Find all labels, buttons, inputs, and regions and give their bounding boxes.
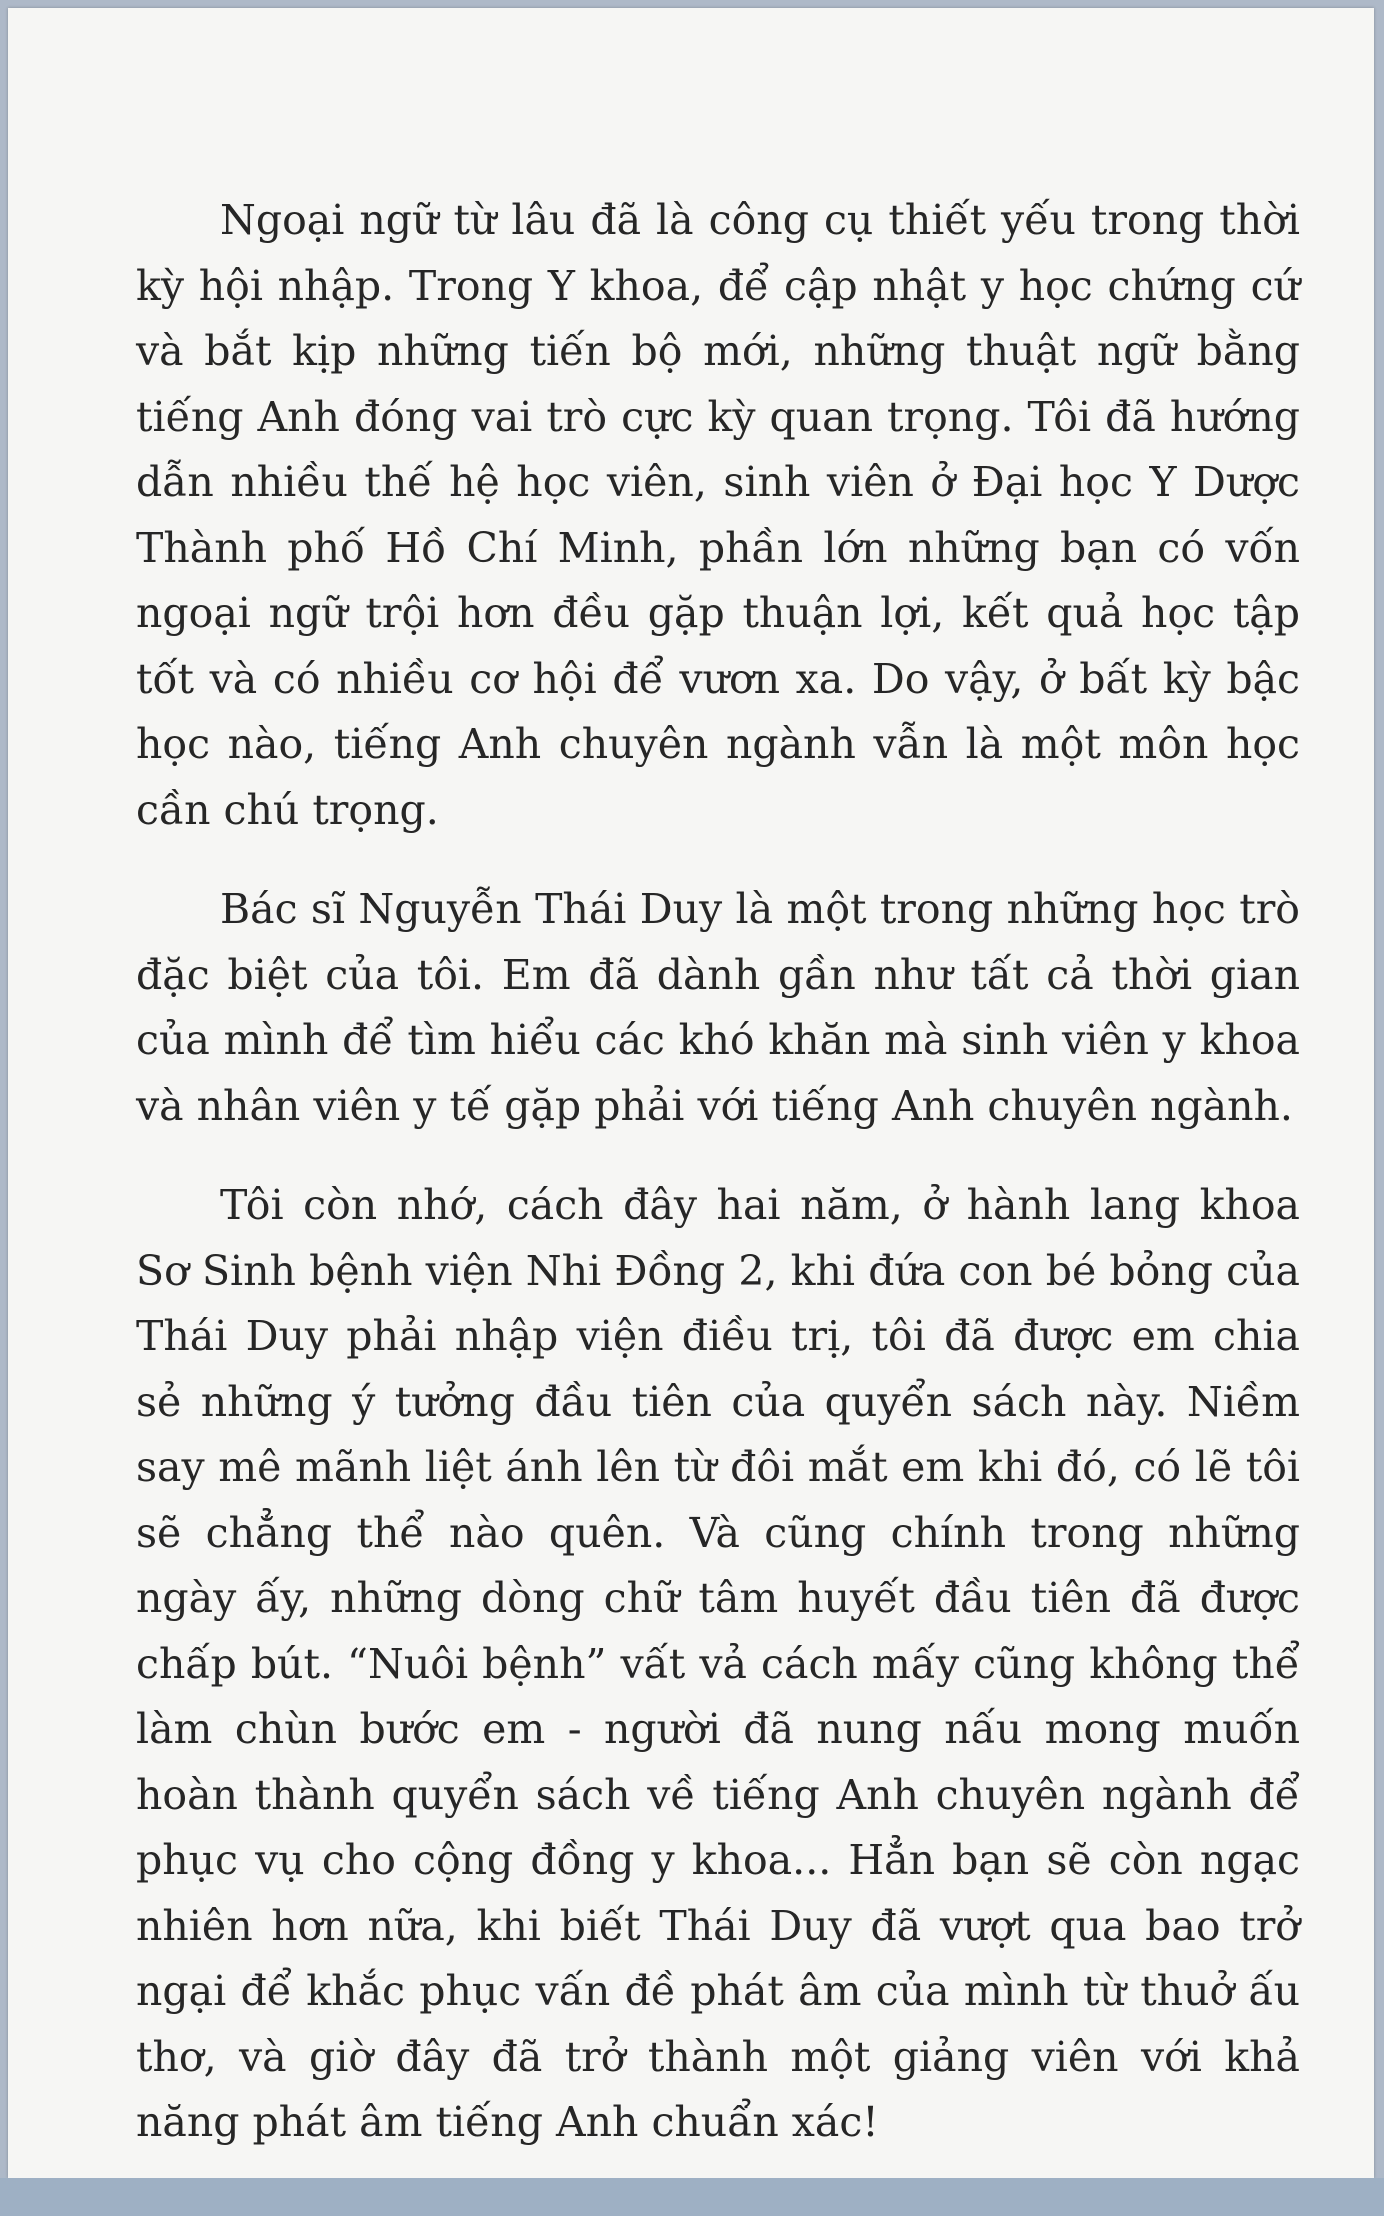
paragraph-3: Tôi còn nhớ, cách đây hai năm, ở hành lang khoa Sơ Sinh bệnh viện Nhi Đồng 2, khi đứa con bé bỏng của Thái Duy phải nhập viện điều trị, tôi đã được em chia sẻ những ý tưởng đầu tiên của quyển sách này. Niềm say mê mãnh liệt ánh lên từ đôi mắt em khi đó, có lẽ tôi sẽ chẳng thể nào quên. Và cũng chính trong những ngày ấy, những dòng chữ tâm huyết đầu tiên đã được chấp bút. “Nuôi bệnh” vất vả cách mấy cũng không thể làm chùn bước em - người đã nung nấu mong muốn hoàn thành quyển sách về tiếng Anh chuyên ngành để phục vụ cho cộng đồng y khoa... Hẳn bạn sẽ còn ngạc nhiên hơn nữa, khi biết Thái Duy đã vượt qua bao trở ngại để khắc phục vấn đề phát âm của mình từ thuở ấu thơ, và giờ đây đã trở thành một giảng viên với khả năng phát âm tiếng Anh chuẩn xác! (136, 1181, 1300, 2146)
body-text (136, 188, 1300, 2156)
paragraph-2: Bác sĩ Nguyễn Thái Duy là một trong những học trò đặc biệt của tôi. Em đã dành gần như tất cả thời gian của mình để tìm hiểu các khó khăn mà sinh viên y khoa và nhân viên y tế gặp phải với tiếng Anh chuyên ngành. (136, 885, 1300, 1130)
background-strip (0, 2178, 1384, 2216)
paragraph-1: Ngoại ngữ từ lâu đã là công cụ thiết yếu trong thời kỳ hội nhập. Trong Y khoa, để cập nhật y học chứng cứ và bắt kịp những tiến bộ mới, những thuật ngữ bằng tiếng Anh đóng vai trò cực kỳ quan trọng. Tôi đã hướng dẫn nhiều thế hệ học viên, sinh viên ở Đại học Y Dược Thành phố Hồ Chí Minh, phần lớn những bạn có vốn ngoại ngữ trội hơn đều gặp thuận lợi, kết quả học tập tốt và có nhiều cơ hội để vươn xa. Do vậy, ở bất kỳ bậc học nào, tiếng Anh chuyên ngành vẫn là một môn học cần chú trọng. (136, 196, 1300, 834)
